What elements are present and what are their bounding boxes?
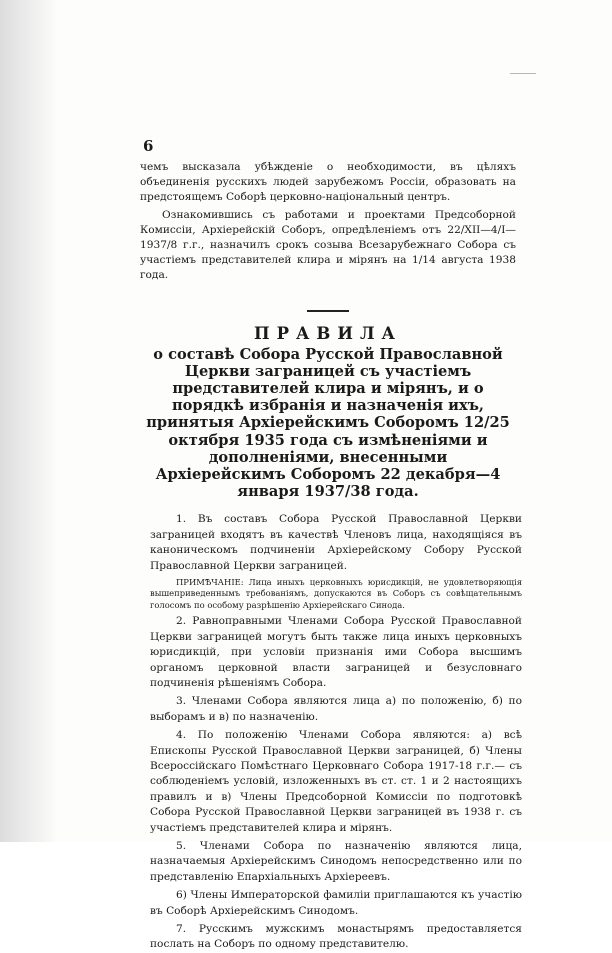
- clause-3: 3. Членами Собора являются лица а) по положенію, б) по выборамъ и в) по назначенію.: [150, 695, 522, 723]
- clause-7: 7. Русскимъ мужскимъ монастырямъ предоставляется послать на Соборъ по одному представителю.: [150, 923, 522, 951]
- clause-note: ПРИМѢЧАНІЕ: Лица иныхъ церковныхъ юрисдикцій, не удовлетворяющія вышеприведеннымъ требованіямъ, допускаются въ Соборъ съ совѣщательнымъ голосомъ по особому разрѣшенію Архіерейскаго Синода.: [150, 577, 522, 610]
- clause-4: 4. По положенію Членами Собора являются: а) всѣ Епископы Русской Православной Церкви заграницей, б) Члены Всероссійскаго Помѣстнаго Церковнаго Собора 1917-18 г.г.— съ соблюденіемъ условій, изложенныхъ въ ст. ст. 1 и 2 настоящихъ правилъ и в) Члены Предсоборной Комиссіи по подготовкѣ Собора Русской Православной Церкви заграницей въ 1938 г. съ участіемъ представителей клира и мірянъ.: [150, 729, 522, 834]
- clause-2: 2. Равноправными Членами Собора Русской Православной Церкви заграницей могутъ быть также лица иныхъ церковныхъ юрисдикцій, при условіи признанія ими Собора высшимъ органомъ церковной власти заграницей и безусловнаго подчиненія рѣшеніямъ Собора.: [150, 615, 522, 689]
- clause-1: 1. Въ составъ Собора Русской Православной Церкви заграницей входятъ въ качествѣ Членовъ лица, находящіяся въ каноническомъ подчиненіи Архіерейскому Собору Русской Православной Церкви заграницей.: [150, 513, 522, 572]
- rules-body: [140, 512, 522, 952]
- page-spine-shadow: [0, 0, 58, 842]
- page-content: [140, 160, 522, 953]
- rules-subtitle: о составѣ Собора Русской Православной Церкви заграницей съ участіемъ представителей клира и мірянъ, и о порядкѣ избранія и назначенія ихъ, принятыя Архіерейскимъ Соборомъ 12/25 октября 1935 года съ измѣненіями и дополненіями, внесенными Архіерейскимъ Соборомъ 22 декабря—4 января 1937/38 года.: [146, 345, 510, 501]
- section-divider: [307, 310, 349, 312]
- clause-6: 6) Члены Императорской фамиліи приглашаются къ участію въ Соборѣ Архіерейскимъ Синодомъ.: [150, 889, 522, 917]
- page-number: 6: [143, 137, 154, 155]
- intro-paragraph-1: чемъ высказала убѣжденіе о необходимости, въ цѣляхъ объединенія русскихъ людей зарубежомъ Россіи, образовать на предстоящемъ Соборѣ церковно-національный центръ.: [140, 161, 516, 204]
- rules-title: ПРАВИЛА: [254, 323, 402, 343]
- corner-mark: [510, 73, 536, 81]
- clause-5: 5. Членами Собора по назначенію являются лица, назначаемыя Архіерейскимъ Синодомъ непосредственно или по представленію Епархіальныхъ Архіереевъ.: [150, 839, 522, 883]
- intro-paragraph-2: Ознакомившись съ работами и проектами Предсоборной Комиссіи, Архіерейскій Соборъ, опредѣленіемъ отъ 22/XII—4/I—1937/8 г.г., назначилъ срокъ созыва Всезарубежнаго Собора съ участіемъ представителей клира и мірянъ на 1/14 августа 1938 года.: [140, 208, 516, 282]
